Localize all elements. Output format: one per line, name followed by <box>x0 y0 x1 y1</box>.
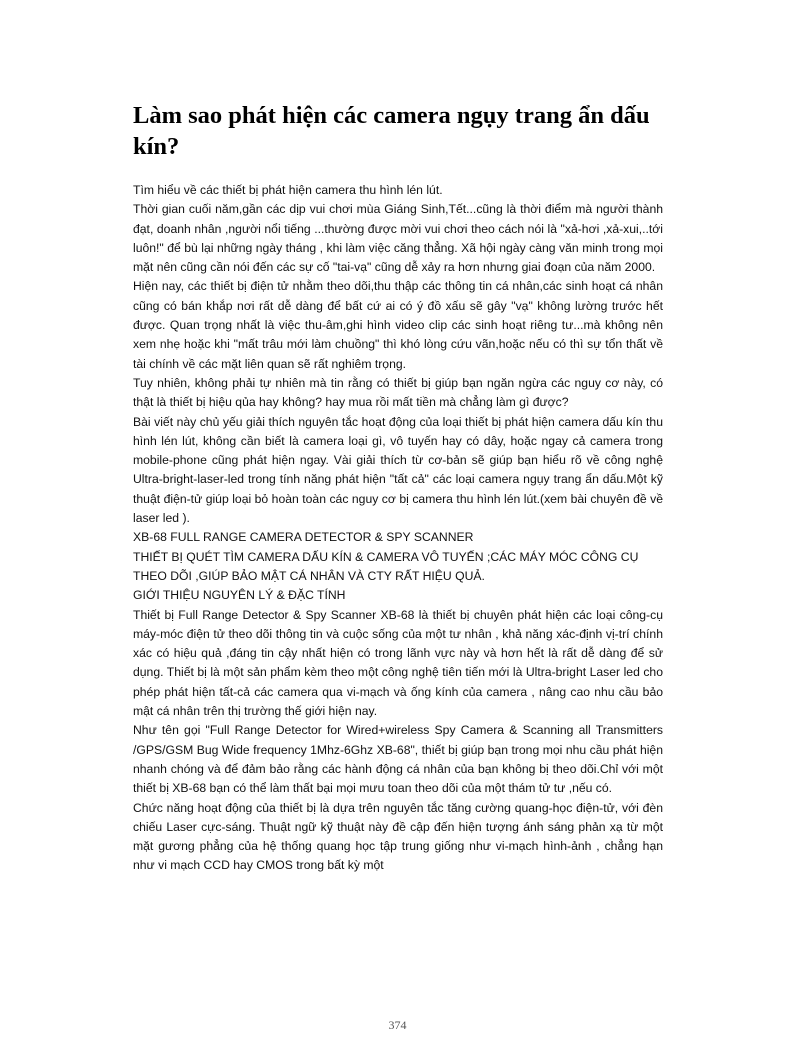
paragraph: Tìm hiểu về các thiết bị phát hiện camera thu hình lén lút. <box>133 183 443 197</box>
paragraph: Như tên gọi "Full Range Detector for Wired+wireless Spy Camera & Scanning all Transmitters /GPS/GSM Bug Wide frequency 1Mhz-6Ghz XB-68", thiết bị giúp bạn trong mọi nhu cầu phát hiện nhanh chóng và để đảm bảo rằng các hành động cá nhân của bạn không bị theo dõi.Chỉ với một thiết bị XB-68 bạn có thể làm thất bại mọi mưu toan theo dõi của một thám tử tư ,nếu có. <box>133 723 663 796</box>
section-heading: GIỚI THIỆU NGUYÊN LÝ & ĐẶC TÍNH <box>133 588 346 603</box>
paragraph: Chức năng hoạt động của thiết bị là dựa trên nguyên tắc tăng cường quang-học điện-tử, với đèn chiếu Laser cực-sáng. Thuật ngữ kỹ thuật này đề cập đến hiện tượng ánh sáng phản xạ từ một mặt gương phẳng của hệ thống quang học tập trung giống như vi-mạch hình-ảnh , chẳng hạn như vi mạch CCD hay CMOS trong bất kỳ một <box>133 800 663 873</box>
paragraph: Tuy nhiên, không phải tự nhiên mà tin rằng có thiết bị giúp bạn ngăn ngừa các nguy cơ này, có thật là thiết bị hiệu qủa hay không? hay mua rồi mất tiền mà chẳng làm gì được? <box>133 375 663 410</box>
product-subheading: THIẾT BỊ QUÉT TÌM CAMERA DẤU KÍN & CAMERA VÔ TUYẾN ;CÁC MÁY MÓC CÔNG CỤ THEO DÕI ,GIÚP BẢO MẬT CÁ NHÂN VÀ CTY RẤT HIỆU QUẢ. <box>133 549 639 583</box>
product-heading: XB-68 FULL RANGE CAMERA DETECTOR & SPY SCANNER <box>133 530 474 545</box>
paragraph: Thời gian cuối năm,gần các dịp vui chơi mùa Giáng Sinh,Tết...cũng là thời điểm mà người thành đạt, doanh nhân ,người nổi tiếng ...thường được mời vui chơi theo cách nói là "xả-hơi ,xả-xui,..tới luôn!" để bù lại những ngày tháng , khi làm việc căng thẳng. Xã hội ngày càng văn minh trong mọi mặt nên cũng cần nói đến các sự cố "tai-vạ" cũng dễ xảy ra hơn nhưng giai đoạn của năm 2000. <box>133 202 663 275</box>
article-title: Làm sao phát hiện các camera ngụy trang ẩn dấu kín? <box>133 102 650 160</box>
paragraph: Bài viết này chủ yếu giải thích nguyên tắc hoạt động của loại thiết bị phát hiện camera dấu kín thu hình lén lút, không cần biết là camera loại gì, vô tuyến hay có dây, hoặc ngay cả camera trong mobile-phone cũng phát hiện ngay. Vài giải thích từ cơ-bản sẽ giúp bạn hiểu rõ về công nghệ Ultra-bright-laser-led trong tính năng phát hiện "tất cả" các loại camera ngụy trang ẩn dấu.Một kỹ thuật điện-tử giúp loại bỏ hoàn toàn các nguy cơ bị camera thu hình lén lút.(xem bài chuyên đề về laser led ). <box>133 414 663 526</box>
article-body <box>133 181 663 876</box>
page-number: 374 <box>388 1018 407 1032</box>
paragraph: Thiết bị Full Range Detector & Spy Scanner XB-68 là thiết bị chuyên phát hiện các loại công-cụ máy-móc điện tử theo dõi thông tin và cuộc sống của một tư nhân , khả năng xác-định vị-trí chính xác có hiệu quả ,đáng tin cậy nhất hiện có trong lãnh vực này và hơn hết là rất dễ dàng để sử dụng. Thiết bị là một sản phẩm kèm theo một công nghệ tiên tiến mới là Ultra-bright Laser led cho phép phát hiện tất-cả các camera qua vi-mạch và ống kính của camera , nâng cao nhu cầu bảo mật cá nhân trên thị trường thế giới hiện nay. <box>133 607 663 719</box>
paragraph: Hiện nay, các thiết bị điện tử nhằm theo dõi,thu thập các thông tin cá nhân,các sinh hoạt cá nhân cũng có bán khắp nơi rất dễ dàng để bất cứ ai có ý đồ xấu sẽ gây "vạ" không lường trước hết được. Quan trọng nhất là việc thu-âm,ghi hình video clip các sinh hoạt riêng tư...mà không nên xem nhẹ hoặc khi "mất trâu mới làm chuồng" thì khó lòng cứu vãn,hoặc nếu có thì sự tổn thất về tài chính về các mặt liên quan sẽ rất nghiêm trọng. <box>133 279 663 371</box>
